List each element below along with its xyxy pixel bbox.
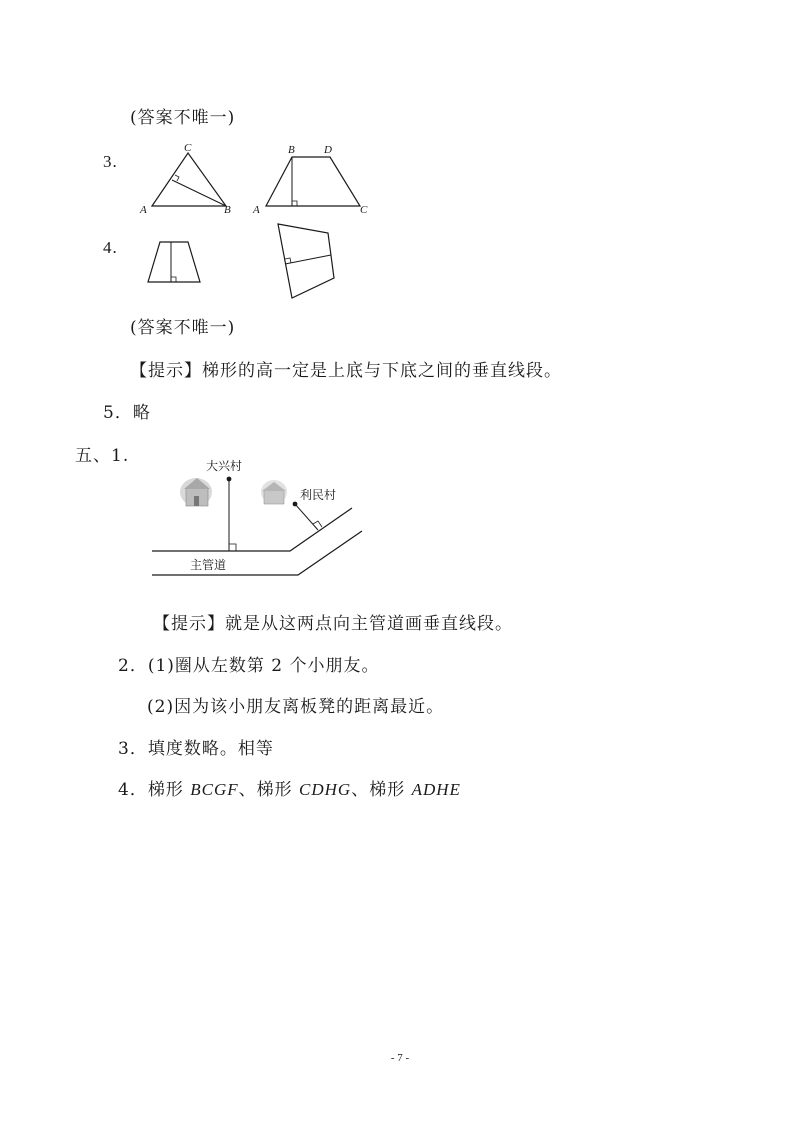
- question-4-number: 4.: [103, 238, 118, 257]
- separator-1: 、梯形: [238, 780, 300, 800]
- quadrilateral-figure: [270, 218, 350, 308]
- question-2-part-2: (2)因为该小朋友离板凳的距离最近。: [147, 697, 445, 717]
- svg-text:C: C: [184, 142, 192, 154]
- hint-2: 【提示】就是从这两点向主管道画垂直线段。: [153, 614, 513, 634]
- question-3b: 3．填度数略。相等: [118, 739, 274, 759]
- triangle-figure: [140, 140, 240, 220]
- trapezoid-name-2: CDHG: [299, 780, 352, 799]
- question-3-number: 3.: [103, 152, 118, 171]
- question-2-part-1: 2．(1)圈从左数第 2 个小朋友。: [118, 656, 380, 676]
- village-1-house-icon: [180, 478, 212, 506]
- note-2: (答案不唯一): [130, 318, 236, 338]
- village-map-figure: [150, 458, 370, 583]
- hint-1: 【提示】梯形的高一定是上底与下底之间的垂直线段。: [130, 361, 562, 381]
- trapezoid-figure: [250, 140, 380, 220]
- question-4b: [118, 780, 461, 800]
- svg-text:A: A: [253, 204, 260, 216]
- trapezoid-name-3: ADHE: [411, 780, 461, 799]
- question-5: 5．略: [103, 403, 151, 423]
- svg-text:主管道: 主管道: [190, 558, 227, 572]
- note-1: (答案不唯一): [130, 108, 236, 128]
- village-2-house-icon: [261, 480, 287, 504]
- section-5-q1: 五、1.: [75, 446, 130, 466]
- page-number: - 7 -: [390, 1052, 410, 1064]
- answer-prefix: 4．梯形: [118, 780, 191, 800]
- svg-text:利民村: 利民村: [300, 488, 337, 502]
- svg-text:D: D: [324, 144, 332, 156]
- svg-text:B: B: [224, 204, 231, 216]
- svg-text:大兴村: 大兴村: [206, 459, 243, 473]
- svg-text:B: B: [288, 144, 295, 156]
- trapezoid-name-1: BCGF: [190, 780, 239, 799]
- svg-text:A: A: [140, 204, 147, 216]
- svg-text:C: C: [360, 204, 368, 216]
- separator-2: 、梯形: [351, 780, 412, 800]
- trapezoid-height-figure: [140, 230, 210, 290]
